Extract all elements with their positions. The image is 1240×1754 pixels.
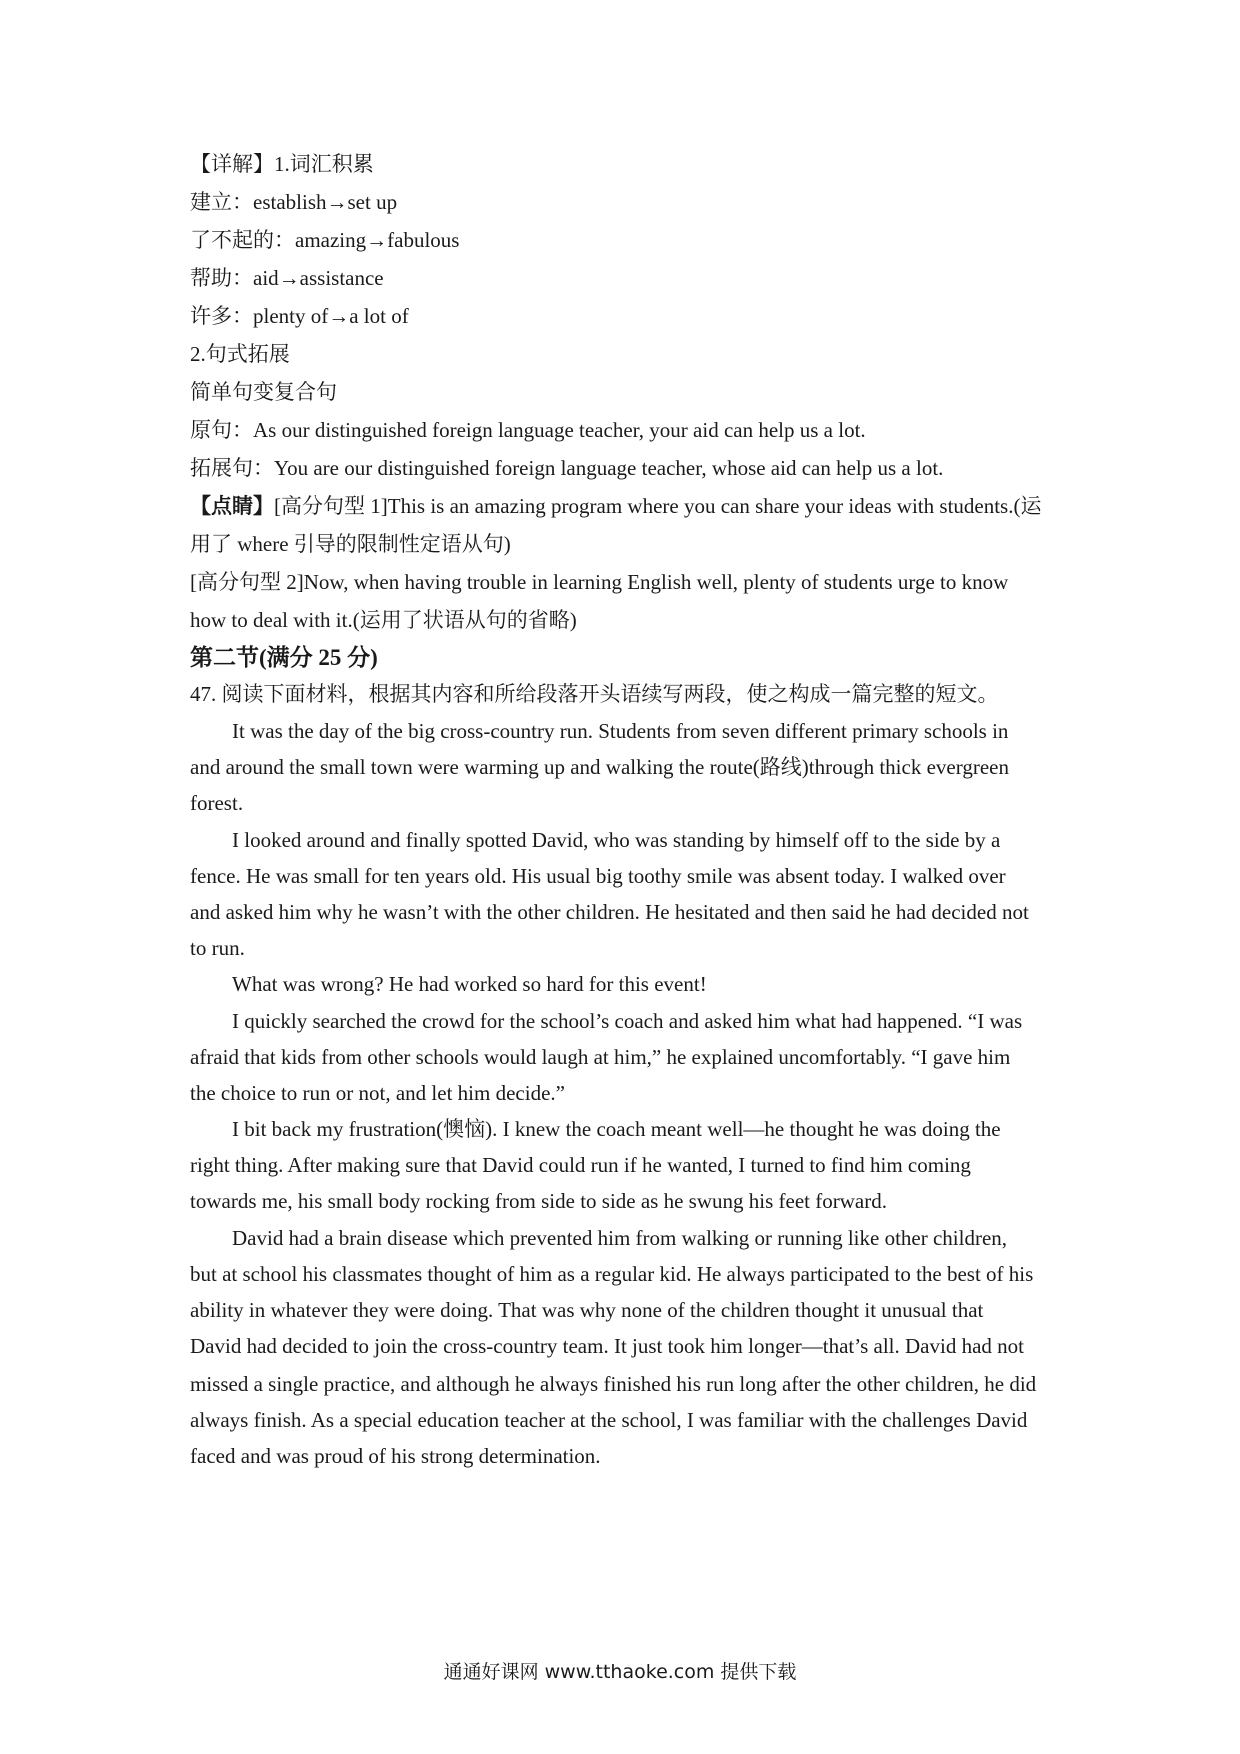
highlight-text: [高分句型 1]This is an amazing program where you can share your ideas with students.(运 bbox=[274, 494, 1042, 518]
sentence-type: 简单句变复合句 bbox=[190, 380, 337, 404]
passage-line: always finish. As a special education teacher at the school, I was familiar with the challenges David bbox=[190, 1408, 1028, 1432]
passage-line: It was the day of the big cross-country run. Students from seven different primary schools in bbox=[232, 719, 1009, 743]
expanded-sentence: 拓展句：You are our distinguished foreign language teacher, whose aid can help us a lot. bbox=[190, 456, 944, 480]
passage-line: fence. He was small for ten years old. His usual big toothy smile was absent today. I walked over bbox=[190, 864, 1006, 888]
vocab-item: 许多：plenty of→a lot of bbox=[190, 304, 409, 328]
passage-line: What was wrong? He had worked so hard for this event! bbox=[232, 972, 707, 996]
passage-line: afraid that kids from other schools would laugh at him,” he explained uncomfortably. “I gave him bbox=[190, 1045, 1011, 1069]
passage-line: missed a single practice, and although he always finished his run long after the other children, he did bbox=[190, 1372, 1037, 1396]
highlight-line: how to deal with it.(运用了状语从句的省略) bbox=[190, 608, 577, 632]
original-sentence: 原句：As our distinguished foreign language teacher, your aid can help us a lot. bbox=[190, 418, 866, 442]
passage-line: I looked around and finally spotted David, who was standing by himself off to the side by a bbox=[232, 828, 1001, 852]
question-prompt: 47. 阅读下面材料，根据其内容和所给段落开头语续写两段，使之构成一篇完整的短文。 bbox=[190, 682, 999, 706]
section-title: 第二节(满分 25 分) bbox=[190, 645, 378, 670]
detail-label: 【详解】1.词汇积累 bbox=[190, 152, 374, 176]
highlight-line: [高分句型 2]Now, when having trouble in learning English well, plenty of students urge to know bbox=[190, 570, 1009, 594]
passage-line: to run. bbox=[190, 936, 245, 960]
page-footer: 通通好课网 www.tthaoke.com 提供下载 bbox=[443, 1661, 797, 1683]
passage-line: faced and was proud of his strong determination. bbox=[190, 1444, 601, 1468]
vocab-item: 帮助：aid→assistance bbox=[190, 266, 384, 290]
passage-line: towards me, his small body rocking from side to side as he swung his feet forward. bbox=[190, 1189, 887, 1213]
passage-line: David had a brain disease which prevented him from walking or running like other children, bbox=[232, 1226, 1008, 1250]
passage-line: forest. bbox=[190, 791, 244, 815]
passage-line: and asked him why he wasn’t with the other children. He hesitated and then said he had decided not bbox=[190, 900, 1029, 924]
passage-line: I quickly searched the crowd for the school’s coach and asked him what had happened. “I was bbox=[232, 1009, 1023, 1033]
highlight-label: 【点睛】 bbox=[190, 494, 274, 518]
sentence-heading: 2.句式拓展 bbox=[190, 342, 290, 366]
vocab-item: 了不起的：amazing→fabulous bbox=[190, 228, 460, 252]
vocab-item: 建立：establish→set up bbox=[190, 190, 398, 214]
passage-line: right thing. After making sure that David could run if he wanted, I turned to find him coming bbox=[190, 1153, 971, 1177]
passage-line: I bit back my frustration(懊恼). I knew the coach meant well—he thought he was doing the bbox=[232, 1117, 1001, 1141]
highlight-line bbox=[190, 492, 1041, 520]
passage-line: ability in whatever they were doing. That was why none of the children thought it unusual that bbox=[190, 1298, 984, 1322]
highlight-line: 用了 where 引导的限制性定语从句) bbox=[190, 532, 511, 556]
passage-line: and around the small town were warming up and walking the route(路线)through thick evergreen bbox=[190, 755, 1009, 779]
passage-line: the choice to run or not, and let him decide.” bbox=[190, 1081, 565, 1105]
passage-line: but at school his classmates thought of him as a regular kid. He always participated to the best of his bbox=[190, 1262, 1034, 1286]
passage-line: David had decided to join the cross-country team. It just took him longer—that’s all. David had not bbox=[190, 1334, 1024, 1358]
